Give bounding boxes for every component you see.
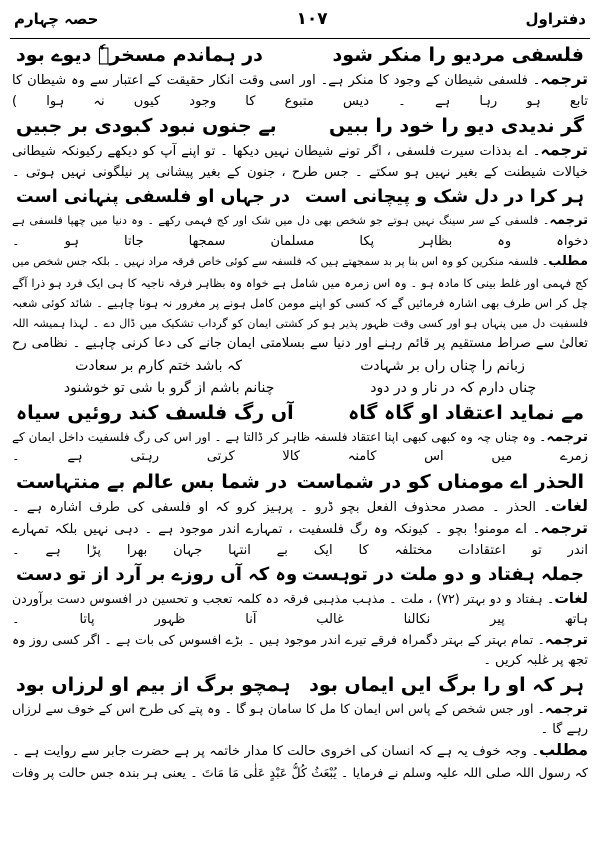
line-text: ۔ وجہ خوف یہ ہے کہ انسان کی اخروی حالت کا مدار خاتمہ پر ہے حضرت جابر سے روایت ہے ۔ bbox=[12, 744, 540, 759]
verse-hemistich-second: در جہاں او فلسفی پنہانی است bbox=[16, 187, 291, 207]
verse-hemistich-first: فلسفی مردیو را منکر شود bbox=[332, 44, 584, 66]
line-text: ۔ فلسفہ منکرین کو وہ اس بنا پر بد سمجھتے ہیں کہ فلسفہ سے کوئی خاص فرقہ مراد نہیں ۔ بلکہ جس شخص میں bbox=[12, 255, 549, 268]
page-header bbox=[10, 0, 590, 39]
line-text: فلسفیت دل میں پنہاں ہو اور کسی وقت ظہور پذیر ہو کر کشتی ایمان کو گرداب تشکیک میں ڈال دے ۔ لہذا ہمیشہ اللہ bbox=[12, 316, 588, 330]
verse-couplet bbox=[10, 377, 590, 399]
line-text: تجھ پر غلبہ کریں ۔ bbox=[483, 652, 588, 668]
line-text: دخواہ وہ بظاہر پکا مسلمان سمجھا جاتا ہو ۔ bbox=[12, 233, 588, 249]
verse-hemistich-second: وہ کہ آں روزے بر آرد از تو دست bbox=[16, 564, 298, 585]
line-text: ۔ وہ چناں چہ وہ کبھی کبھی اپنا اعتقاد فلسفہ ظاہر کر ڈالتا ہے ۔ اور اس کی رگ فلسفیت داخل ایمان کے bbox=[12, 429, 547, 444]
line-lead-label: ترجمہ bbox=[546, 428, 588, 445]
verse-couplet bbox=[10, 41, 590, 69]
line-lead-label: ترجمہ bbox=[549, 213, 588, 228]
text-line bbox=[10, 630, 590, 651]
text-line bbox=[10, 211, 590, 232]
line-text: ۔ اور جس شخص کے پاس اس ایمان کا مل کا سامان ہو گا ۔ وہ پتے کی طرح اس کے خوف سے لرزاں bbox=[12, 701, 545, 716]
text-line bbox=[10, 140, 590, 163]
line-text: زمرے میں اس کامنہ کالا کرتی رہتی ہے ۔ bbox=[12, 449, 588, 464]
text-line bbox=[10, 69, 590, 92]
text-line bbox=[10, 427, 590, 448]
text-line bbox=[10, 610, 590, 631]
text-line bbox=[10, 273, 590, 294]
text-line bbox=[10, 334, 590, 355]
line-text: ۔ اے مومنو! بچو ۔ کیونکہ وہ رگ فلسفیت ، تمہارے اندر موجود ہے ۔ دہی نہیں بلکہ تمہارے bbox=[12, 522, 541, 537]
line-text: چل کر اس طرف بھی اشارہ فرمائیں گے کہ کسی کو اپنے مومن کامل ہونے پر مغرور نہ ہونا چاہیے ۔ شائد کوئی شعبہ bbox=[12, 296, 588, 310]
line-text: ۔ تمام بہتر کے بہتر دگمراہ فرقے تیرے اندر موجود ہیں ۔ بڑے افسوس کی بات ہے ۔ اگر کسی روز وہ bbox=[12, 632, 545, 647]
text-line bbox=[10, 699, 590, 720]
text-line bbox=[10, 589, 590, 610]
text-line bbox=[10, 740, 590, 763]
text-line bbox=[10, 293, 590, 314]
line-lead-label: مطلب bbox=[539, 740, 588, 759]
line-text: تعالیٰ سے صراط مستقیم پر قائم رہنے اور دنیا سے بسلامتی ایمان جانے کی دعا کرنی چاہیے ۔ نظامی رح bbox=[12, 336, 588, 351]
header-volume: دفتراول bbox=[525, 10, 586, 28]
verse-couplet bbox=[10, 399, 590, 427]
verse-hemistich-first: مے نماید اعتقاد او گاہ گاہ bbox=[348, 401, 584, 424]
verse-hemistich-second: چنانم باشم از گرو با شی تو خوشنود bbox=[63, 379, 275, 396]
line-text: رہے گا ۔ bbox=[540, 721, 588, 737]
verse-hemistich-first: زبانم را چناں راں بر شہادت bbox=[360, 357, 525, 374]
header-part: حصہ چہارم bbox=[14, 10, 99, 28]
text-line bbox=[10, 314, 590, 335]
text-line bbox=[10, 518, 590, 541]
text-line bbox=[10, 720, 590, 741]
verse-hemistich-second: آں رگ فلسف کند روئیں سیاہ bbox=[16, 401, 294, 424]
text-line bbox=[10, 496, 590, 519]
verse-hemistich-second: ہمچو برگ از بیم او لرزاں بود bbox=[16, 674, 291, 696]
text-line bbox=[10, 541, 590, 562]
verse-hemistich-first: ہر کرا در دل شک و پیچانی است bbox=[305, 187, 584, 207]
line-lead-label: لغات bbox=[550, 495, 588, 515]
verse-couplet bbox=[10, 561, 590, 589]
page-body bbox=[10, 39, 590, 783]
text-line bbox=[10, 763, 590, 784]
text-line bbox=[10, 252, 590, 273]
verse-hemistich-second: بے جنوں نبود کبودی بر جبیں bbox=[16, 115, 277, 137]
verse-couplet bbox=[10, 112, 590, 140]
verse-couplet bbox=[10, 468, 590, 496]
line-text: ۔ اے بدذات سیرت فلسفی ، اگر تونے شیطان نہیں دیکھا ۔ تو اپنے آپ کو دیکھے رکیونکہ شیطانی bbox=[12, 144, 541, 159]
text-line bbox=[10, 651, 590, 672]
line-text: ۔ فلسفی کے سر سینگ نہیں ہوتے جو شخص بھی دل میں شک اور کج فہمی رکھے ۔ وہ دنیا میں چھپا فلسفی ہے bbox=[12, 214, 550, 227]
line-lead-label: مطلب bbox=[548, 254, 588, 269]
line-text: ۔ فلسفی شیطان کے وجود کا منکر ہے۔ اور اسی وقت انکار حقیقت کے اعتبار سے وہ شیطان کا bbox=[12, 73, 541, 88]
verse-couplet bbox=[10, 355, 590, 377]
line-lead-label: ترجمہ bbox=[540, 518, 588, 537]
verse-couplet bbox=[10, 671, 590, 699]
line-lead-label: ترجمہ bbox=[540, 69, 588, 88]
verse-hemistich-first: گر ندیدی دیو را خود را ببیں bbox=[329, 115, 584, 137]
line-text: تابع ہو رہا ہے ۔ دیس متبوع کا وجود کیوں نہ ہوا ) bbox=[12, 93, 588, 109]
text-line bbox=[10, 447, 590, 468]
text-line bbox=[10, 92, 590, 113]
line-lead-label: ترجمہ bbox=[544, 632, 588, 648]
verse-hemistich-second: در ہماندم مسخرہٗ دیوے بود bbox=[16, 44, 263, 66]
text-line bbox=[10, 232, 590, 253]
verse-hemistich-first: ہر کہ او را برگ ایں ایماں بود bbox=[309, 674, 584, 696]
page-number: ۱۰۷ bbox=[296, 9, 328, 29]
line-lead-label: ترجمہ bbox=[540, 140, 588, 159]
verse-hemistich-second: کہ باشد ختم کارم بر سعادت bbox=[75, 357, 242, 374]
line-text: خیالات شیطنت کے بغیر نہیں ہو سکتے ۔ جس طرح ، جنون کے بغیر پیشانی پر نیلگونی نہیں ہوتی ۔ bbox=[12, 164, 588, 180]
line-text: ۔ الحذر ۔ مصدر محذوف الفعل بچو ڈرو ۔ پرہیز کرو کہ او فلسفی کی طرف اشارہ ہے ۔ bbox=[12, 499, 551, 515]
line-lead-label: لغات bbox=[554, 591, 588, 607]
line-text: کج فہمی اور غلط بینی کا مادہ ہو ۔ وہ اس زمرہ میں شامل ہے خواہ وہ بظاہر فرقہ ناجیہ کا ہی ایک فرد ہو ذرا آگے bbox=[12, 275, 588, 290]
verse-hemistich-first: چناں دارم کہ در نار و در دود bbox=[370, 379, 537, 396]
line-text: ہاتھ پیر نکالنا غالب آنا ظہور پاتا ۔ bbox=[12, 611, 588, 627]
line-text: کہ رسول اللہ صلی اللہ علیہ وسلم نے فرمایا ۔ یُبْعَثُ کُلُّ عَبْدٍ عَلٰی مَا مَاتَ ۔ یعنی ہر بندہ جس حالت پر وفات bbox=[12, 764, 588, 780]
line-text: ۔ ہفتاد و دو بہتر (۷۲) ، ملت ۔ مذہب مذہبی فرقہ دہ کلمہ تعجب و تحسین در افسوس دست برآوردن bbox=[12, 591, 555, 606]
verse-couplet bbox=[10, 183, 590, 211]
line-text: اندر تو اعتقادات مختلفہ کا ایک بے انتہا جہان بھرا پڑا ہے ۔ bbox=[12, 542, 588, 558]
verse-hemistich-second: در شما بس عالم بے منتہاست bbox=[16, 470, 288, 493]
text-line bbox=[10, 163, 590, 184]
line-lead-label: ترجمہ bbox=[544, 701, 588, 717]
verse-hemistich-first: الحذر اے مومناں کو در شماست bbox=[296, 470, 584, 493]
verse-hemistich-first: جملہ ہفتاد و دو ملت در توہست bbox=[301, 564, 584, 585]
